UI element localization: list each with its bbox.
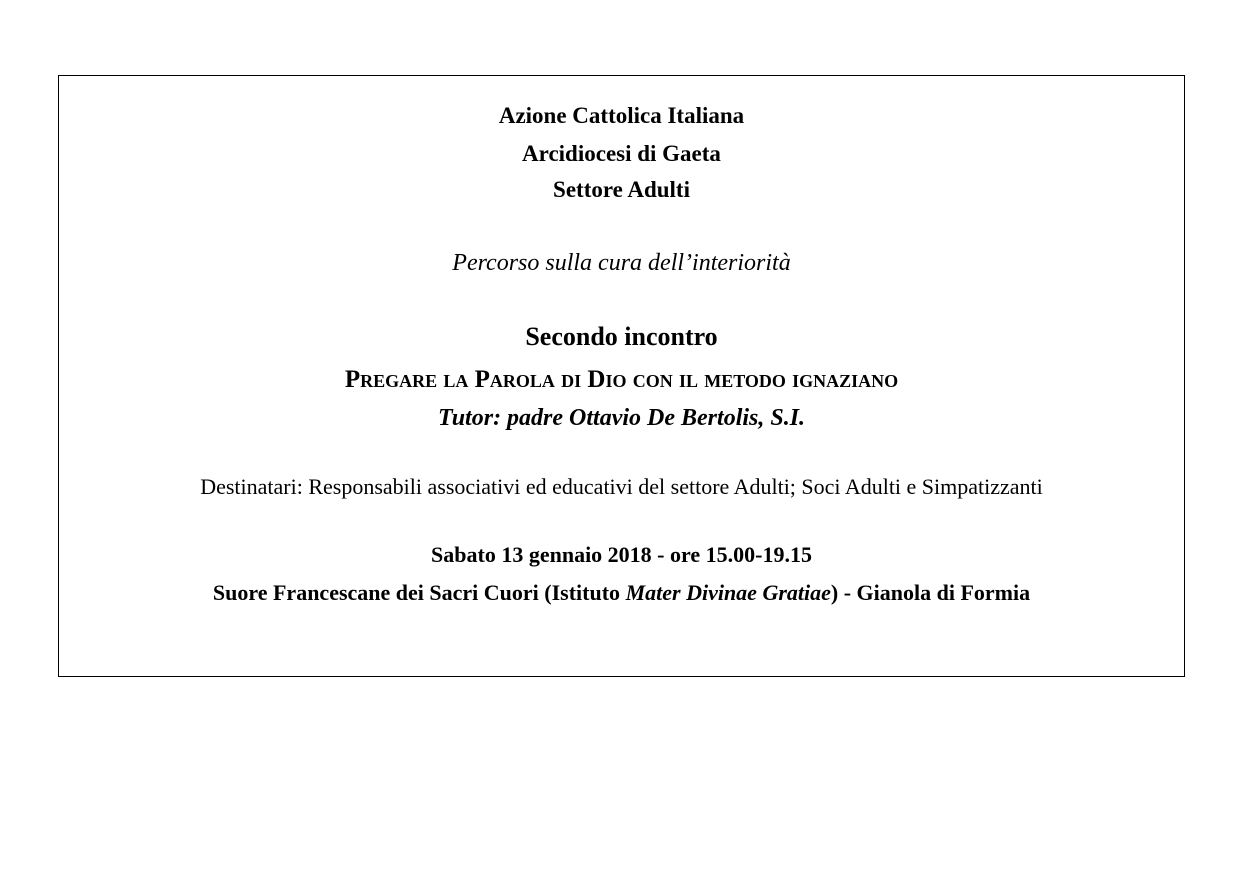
meeting-theme: Pregare la Parola di Dio con il metodo ignaziano (344, 366, 899, 393)
event-date-time: Sabato 13 gennaio 2018 - ore 15.00-19.15 (431, 542, 812, 567)
venue-institute: Mater Divinae Gratiae (625, 580, 831, 605)
meeting-label: Secondo incontro (525, 322, 718, 351)
venue-suffix: ) - Gianola di Formia (830, 580, 1031, 605)
meeting-tutor: Tutor: padre Ottavio De Bertolis, S.I. (437, 405, 806, 431)
audience-text: Destinatari: Responsabili associativi ed educativi del settore Adulti; Soci Adulti e Simpatizzanti (200, 474, 1043, 499)
event-venue (59, 582, 1184, 604)
diocese-name: Arcidiocesi di Gaeta (522, 141, 721, 166)
series-title: Percorso sulla cura dell’interiorità (452, 250, 791, 276)
venue-prefix: Suore Francescane dei Sacri Cuori (Istituto (212, 580, 626, 605)
sector-name: Settore Adulti (553, 177, 690, 202)
organization-name: Azione Cattolica Italiana (498, 103, 745, 128)
flyer-frame (58, 75, 1185, 677)
